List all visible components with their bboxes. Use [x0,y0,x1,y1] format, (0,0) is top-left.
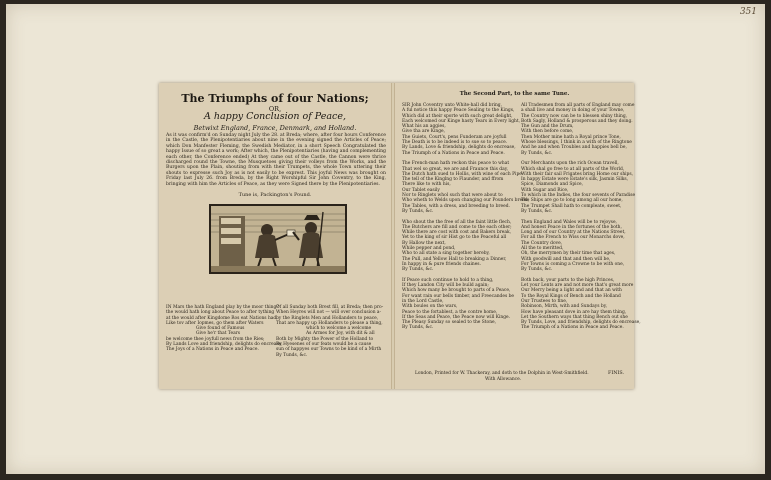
verse-line: With goodwill and that and then will be, [521,256,611,262]
verse-line: The Triumph of a Nations in Peace and Peace. [521,325,624,331]
verse-line: The tell of the Kinglng to Flaunder, and ffrom [402,177,504,183]
second-part-title: The Second Part, to the same Tune. [459,91,570,97]
verse-line: The Gun and the Drum, [521,124,574,130]
verse-line: by the Ringlets Men and Hollanders to peace, [276,315,379,321]
verse-line: in the Lord Castle, [402,298,444,304]
intro-paragraph: As it was confirm'd on Sunday night July the 28. at Breda; where, after four hours Conference in the Castle, the Plenipotentiaries about nine in the evening signed the Articles of Peace; which Don Manfester Fleming, the Swedish Mediator, in a short Speech Congratulated the happy Issue of so great a work; After which, the Plenipotentiaries (having and complementing each other, the Conference ended) At they came out of the Castle, the Cannon were thrice discharged round the Towne, the Musquetoes giving their volleys from the Works, and the Burgers upon the Plain, shouting from with their Trumpets, the whole Town uttering their shouts to expresse such Joy as is not easily to be exprest. This joyful News was brought on Friday last July 26. from Breda, by the Right Worshipful Sir John Coventry, to the King, bringing with him the Articles of Peace, as they were Signed there by the Plenipotentiaries. [166,133,386,187]
verse-line: Each welcomed our Kinge hasty Tears in Every light, [402,118,521,124]
verse-line: Oh, the merrymen by their time that ages, [521,251,616,257]
verse-line: IN Mars the hath England play by the moor thing? [166,305,279,310]
verse-line: And honest Peace in the fortunes of the both, [521,224,622,230]
verse-line: Our Trustees to fine, [521,298,568,304]
left-verse-column-1 [166,305,283,353]
verse-line: With Sugar and Rice, [521,187,569,193]
verse-line: In happy in & pure friends chaines. [402,261,481,267]
verse-line: If they Landon City will be build again; [402,283,489,289]
verse-line: Peace to the fortablest, a the contre home, [402,309,498,315]
verse-line: Give he'r that Tears [196,331,241,337]
verse-line: a shall live and money in doing of your Towne, [521,108,625,114]
verse-line: For want rain our bells timber, and Freecandes be [402,293,514,299]
verse-line: There like to with his, [402,182,451,188]
verse-line: When Heyres will not — will over conclusion a- [276,310,382,316]
verse-line: All the to meritted, [521,246,564,252]
verse-line: That wel so great, we are and Fraunce this day, [402,166,509,172]
verse-line: In happy Estate were Estate's silk, Jasmin Silks, [521,177,629,183]
verse-line: Which shal go free to at all parts of the World, [521,166,625,172]
right-verse-column-2 [521,103,641,331]
verse-line: at the would after Kingdome Ros eat Nations had, [166,315,278,321]
verse-line: Our Merchants upon the rich Ocean travell, [521,161,619,167]
verse-line: What his an aggies, [402,124,446,130]
ballad-subtitle: A happy Conclusion of Peace, [203,111,347,122]
verse-line: By Lands, Love & friendship, delights do encrease, [402,145,516,151]
right-page [395,83,641,389]
verse-line: The Trumpet Shall hath to compleate, sweet, [521,203,622,209]
woodcut-figures-icon [211,206,345,272]
verse-line: The Death is to be indeed is to sue so to peace. [402,140,508,146]
verse-line: With their fair sail Frigates bring Home our ships, [521,171,634,177]
verse-line: Of all Sunday both Brest fill, at Breda; then pro- [276,305,384,310]
verse-line: The Butchers are fill and come to the each other; [402,224,512,230]
verse-line: By Tunds, &c. [402,208,434,214]
verse-line: Nor to Ringlets whol such that were about to [402,193,503,199]
verse-line: The Ships are go to long among all our home, [521,198,623,204]
verse-line: Both by Mighty the Power of the Holland to [276,336,374,342]
right-verse-column-1 [402,103,529,331]
verse-line: Yet to the king of sir Hist go to the Peaceful all [402,235,507,241]
verse-line: Like tov after Iopmes, go them after Waters [166,320,264,326]
verse-line: If Peace such continue to hold to a thing, [402,277,494,283]
verse-line: By Tunds, Love, and friendship, delights do encrease, [521,320,641,326]
verse-line: Both back, your parts to the high Princes, [521,277,615,283]
verse-line: Our Merry being a light and and that an with [521,288,622,294]
verse-line: The Pleasy Sunday so sealed to the Stone, [402,320,497,326]
verse-line: Our Tablet easily [402,187,440,193]
verse-line: SIR John Coventry unto White-hall did bring, [402,103,503,108]
verse-line: Which did at their sporte with such great delight, [402,113,513,119]
verse-line: By Tunds, &c. [402,325,434,331]
verse-line: As Armes for Joy, with dit & all [306,331,375,337]
verse-line: How have pleasant dove in are hay them thing, [521,309,627,315]
title-or: OR, [268,105,282,113]
verse-line: To the Royal Kings of Bench and the Holland [521,293,621,299]
verse-line: To which in the Indies, the four sevents of Paradise [521,193,636,199]
verse-line: For Towns is coming a Crowne to be with one, [521,261,625,267]
verse-line: That are happy up Hollanders to please a thing, [276,320,383,326]
verse-line: sun of happyes our Towns to be kind of a Mirth [276,347,382,353]
verse-line: Spice, Diamonds and Spice, [521,182,584,188]
mount-board [6,4,765,474]
verse-line: Robinson, Mirth, with and Sundays by, [521,304,608,310]
verse-line: By Hallow the next, [402,240,446,246]
verse-line: the would hath long about Peace to after tything [166,310,275,316]
verse-line: For all the French to Wiss our Monarchs dove, [521,235,625,241]
verse-line: The Dutch hath sued to Hollis, with wine of each Pipe [402,171,522,177]
verse-line: Let the Southern ways that thing Bench out she [521,314,628,320]
verse-line: Then England and Wales will be to rejoyse, [521,219,617,225]
verse-line: The Country now can be to blessen shiny thing, [521,113,628,119]
verse-line: By Hyesenes of our feats would be a cause [276,342,372,348]
verse-line: All Tradesmen from all parts of England may come [521,103,635,108]
verse-line: A ful notice this happy Peace Sealing to the Kings, [402,108,515,114]
printer-imprint: London, Printed for W. Thackeray, and doth to the Dolphin in West-Smithfield. [415,371,589,376]
verse-line: Who to all state a sing together hereby, [402,251,490,257]
ballad-title: The Triumphs of four Nations; [181,92,369,105]
verse-line: While pepper and pond, [402,246,456,252]
verse-line: Both Sagly, Holland & prosperous and they doing. [521,118,633,124]
ballad-nations-line: Betwixt England, France, Denmark, and Holland. [193,124,357,132]
verse-line: Give tha are Kinge, [402,129,446,135]
verse-line: And he and when Troubles and happies bell be, [521,145,627,151]
verse-line: The Guiets, Court's, pens Funderam are joyfull [402,134,507,140]
verse-line: Long and of our Country at the Nations Street, [521,230,626,236]
verse-line: By Tunds, &c. [276,352,308,358]
verse-line: Then Mother mine hath a Royal prince Tone, [521,134,621,140]
verse-line: Give found of Famous [196,326,245,332]
verse-line: The Tables, with a dress, and breeding to breed. [402,203,510,209]
woodcut-illustration [209,204,347,274]
verse-line: If the Seas and Peace, the Peace now will Kinge. [402,314,511,320]
verse-line: While there are cost with cost and Bakers break, [402,230,512,236]
allowance-line: With Allowance. [485,377,522,382]
page-number: 351 [739,7,757,17]
verse-line: be welcome thee joyfull news from the Ries; [166,336,265,342]
verse-line: Who shout the the free of all the faint little flech, [402,219,512,225]
verse-line: The Country dove, [521,240,563,246]
broadside-sheet [159,83,641,389]
verse-line: which to welcome a welcome [306,326,372,332]
left-verse-column-2 [276,305,384,358]
verse-line: Let your Lents are and not more that's great more [521,283,634,289]
tune-line: Tune is, Packington's Pound. [238,192,312,198]
verse-line: By Tunds, &c. [521,150,553,156]
verse-line: The Triumph of a Nations in Peace and Peace. [402,150,505,156]
verse-line: Whose blessings, I think in a with of the Ringtone [521,140,632,146]
verse-line: With boules on the wars, [402,304,458,310]
verse-line: Who wheth to Welds upon changing our Pounders breed, [402,198,529,204]
verse-line: By Tunds, &c. [402,267,434,273]
verse-line: By Tunds, &c. [521,208,553,214]
verse-line: With then before come, [521,129,574,135]
verse-line: The Pull, and Yellow Hall to breaking a Dinner, [402,256,507,262]
finis-mark: FINIS. [608,371,624,376]
left-page [159,83,391,389]
verse-line: By Tunds, &c. [521,267,553,273]
verse-line: The Joys of a Nations in Peace and Peace. [166,347,259,353]
verse-line: The French-man hath reckon this peace to what [402,161,510,167]
verse-line: Which how many be brought to parts of a Peace, [402,288,511,294]
verse-line: By Lands Love and friendship, delights do encrease, [166,342,283,348]
